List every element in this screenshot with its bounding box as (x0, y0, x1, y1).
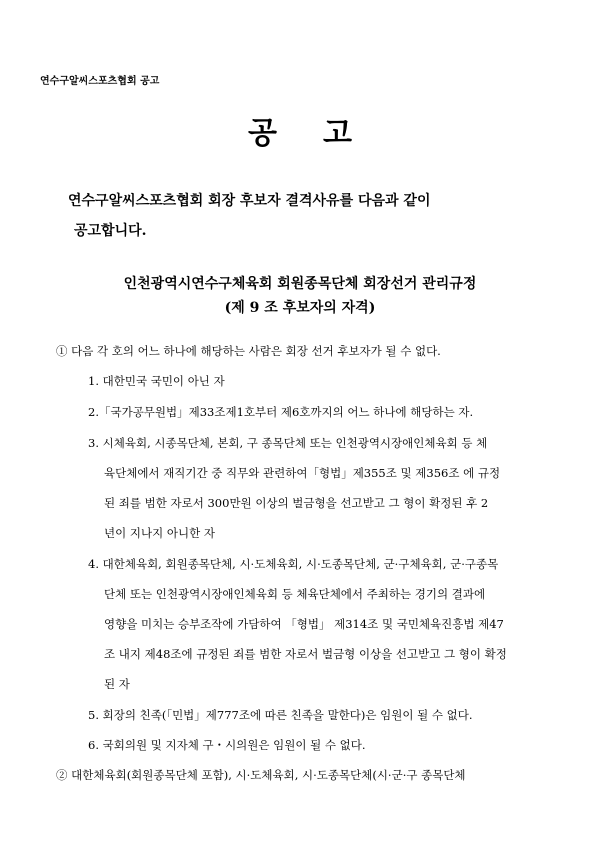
item-4-line: 된 자 (104, 677, 130, 691)
notice-line-2: 공고합니다. (74, 223, 147, 239)
clause-2: ② 대한체육회(회원종목단체 포함), 시·도체육회, 시·도종목단체(시·군·구 종목단체 (56, 768, 466, 782)
header-organization: 연수구알씨스포츠협회 공고 (40, 76, 160, 87)
page-title: 공고 (248, 116, 398, 151)
regulation-name: 인천광역시연수구체육회 회원종목단체 회장선거 관리규정 (123, 276, 477, 292)
item-1: 1. 대한민국 국민이 아닌 자 (88, 374, 225, 388)
item-2: 2.「국가공무원법」제33조제1호부터 제6호까지의 어느 하나에 해당하는 자. (88, 405, 474, 419)
item-5: 5. 회장의 친족(「민법」제777조에 따른 친족을 말한다)은 임원이 될 수 없다. (88, 708, 473, 722)
regulation-heading (0, 272, 600, 320)
item-6: 6. 국회의원 및 지자체 구・시의원은 임원이 될 수 없다. (88, 738, 366, 752)
item-3-line: 된 죄를 범한 자로서 300만원 이상의 벌금형을 선고받고 그 형이 확정된 후 2 (104, 496, 489, 510)
item-4-line: 영향을 미치는 승부조작에 가담하여 「형법」 제314조 및 국민체육진흥법 제47 (104, 617, 504, 631)
item-4-line: 단체 또는 인천광역시장애인체육회 등 체육단체에서 주최하는 경기의 결과에 (104, 587, 486, 601)
item-3-line: 3. 시체육회, 시종목단체, 본회, 구 종목단체 또는 인천광역시장애인체육회 등 체 (88, 436, 488, 450)
item-3-line: 년이 지나지 아니한 자 (104, 526, 215, 540)
notice-statement (68, 186, 568, 246)
item-4-line: 4. 대한체육회, 회원종목단체, 시·도체육회, 시·도종목단체, 군·구체육회, 군·구종목 (88, 557, 499, 571)
clause-1: ① 다음 각 호의 어느 하나에 해당하는 사람은 회장 선거 후보자가 될 수 없다. (56, 344, 441, 358)
regulation-article: (제 9 조 후보자의 자격) (224, 300, 376, 316)
notice-line-1: 연수구알씨스포츠협회 회장 후보자 결격사유를 다음과 같이 (68, 193, 431, 209)
item-3-line: 육단체에서 재직기간 중 직무와 관련하여「형법」제355조 및 제356조 에 규정 (104, 466, 501, 480)
item-4-line: 조 내지 제48조에 규정된 죄를 범한 자로서 벌금형 이상을 선고받고 그 형이 확정 (104, 647, 507, 661)
